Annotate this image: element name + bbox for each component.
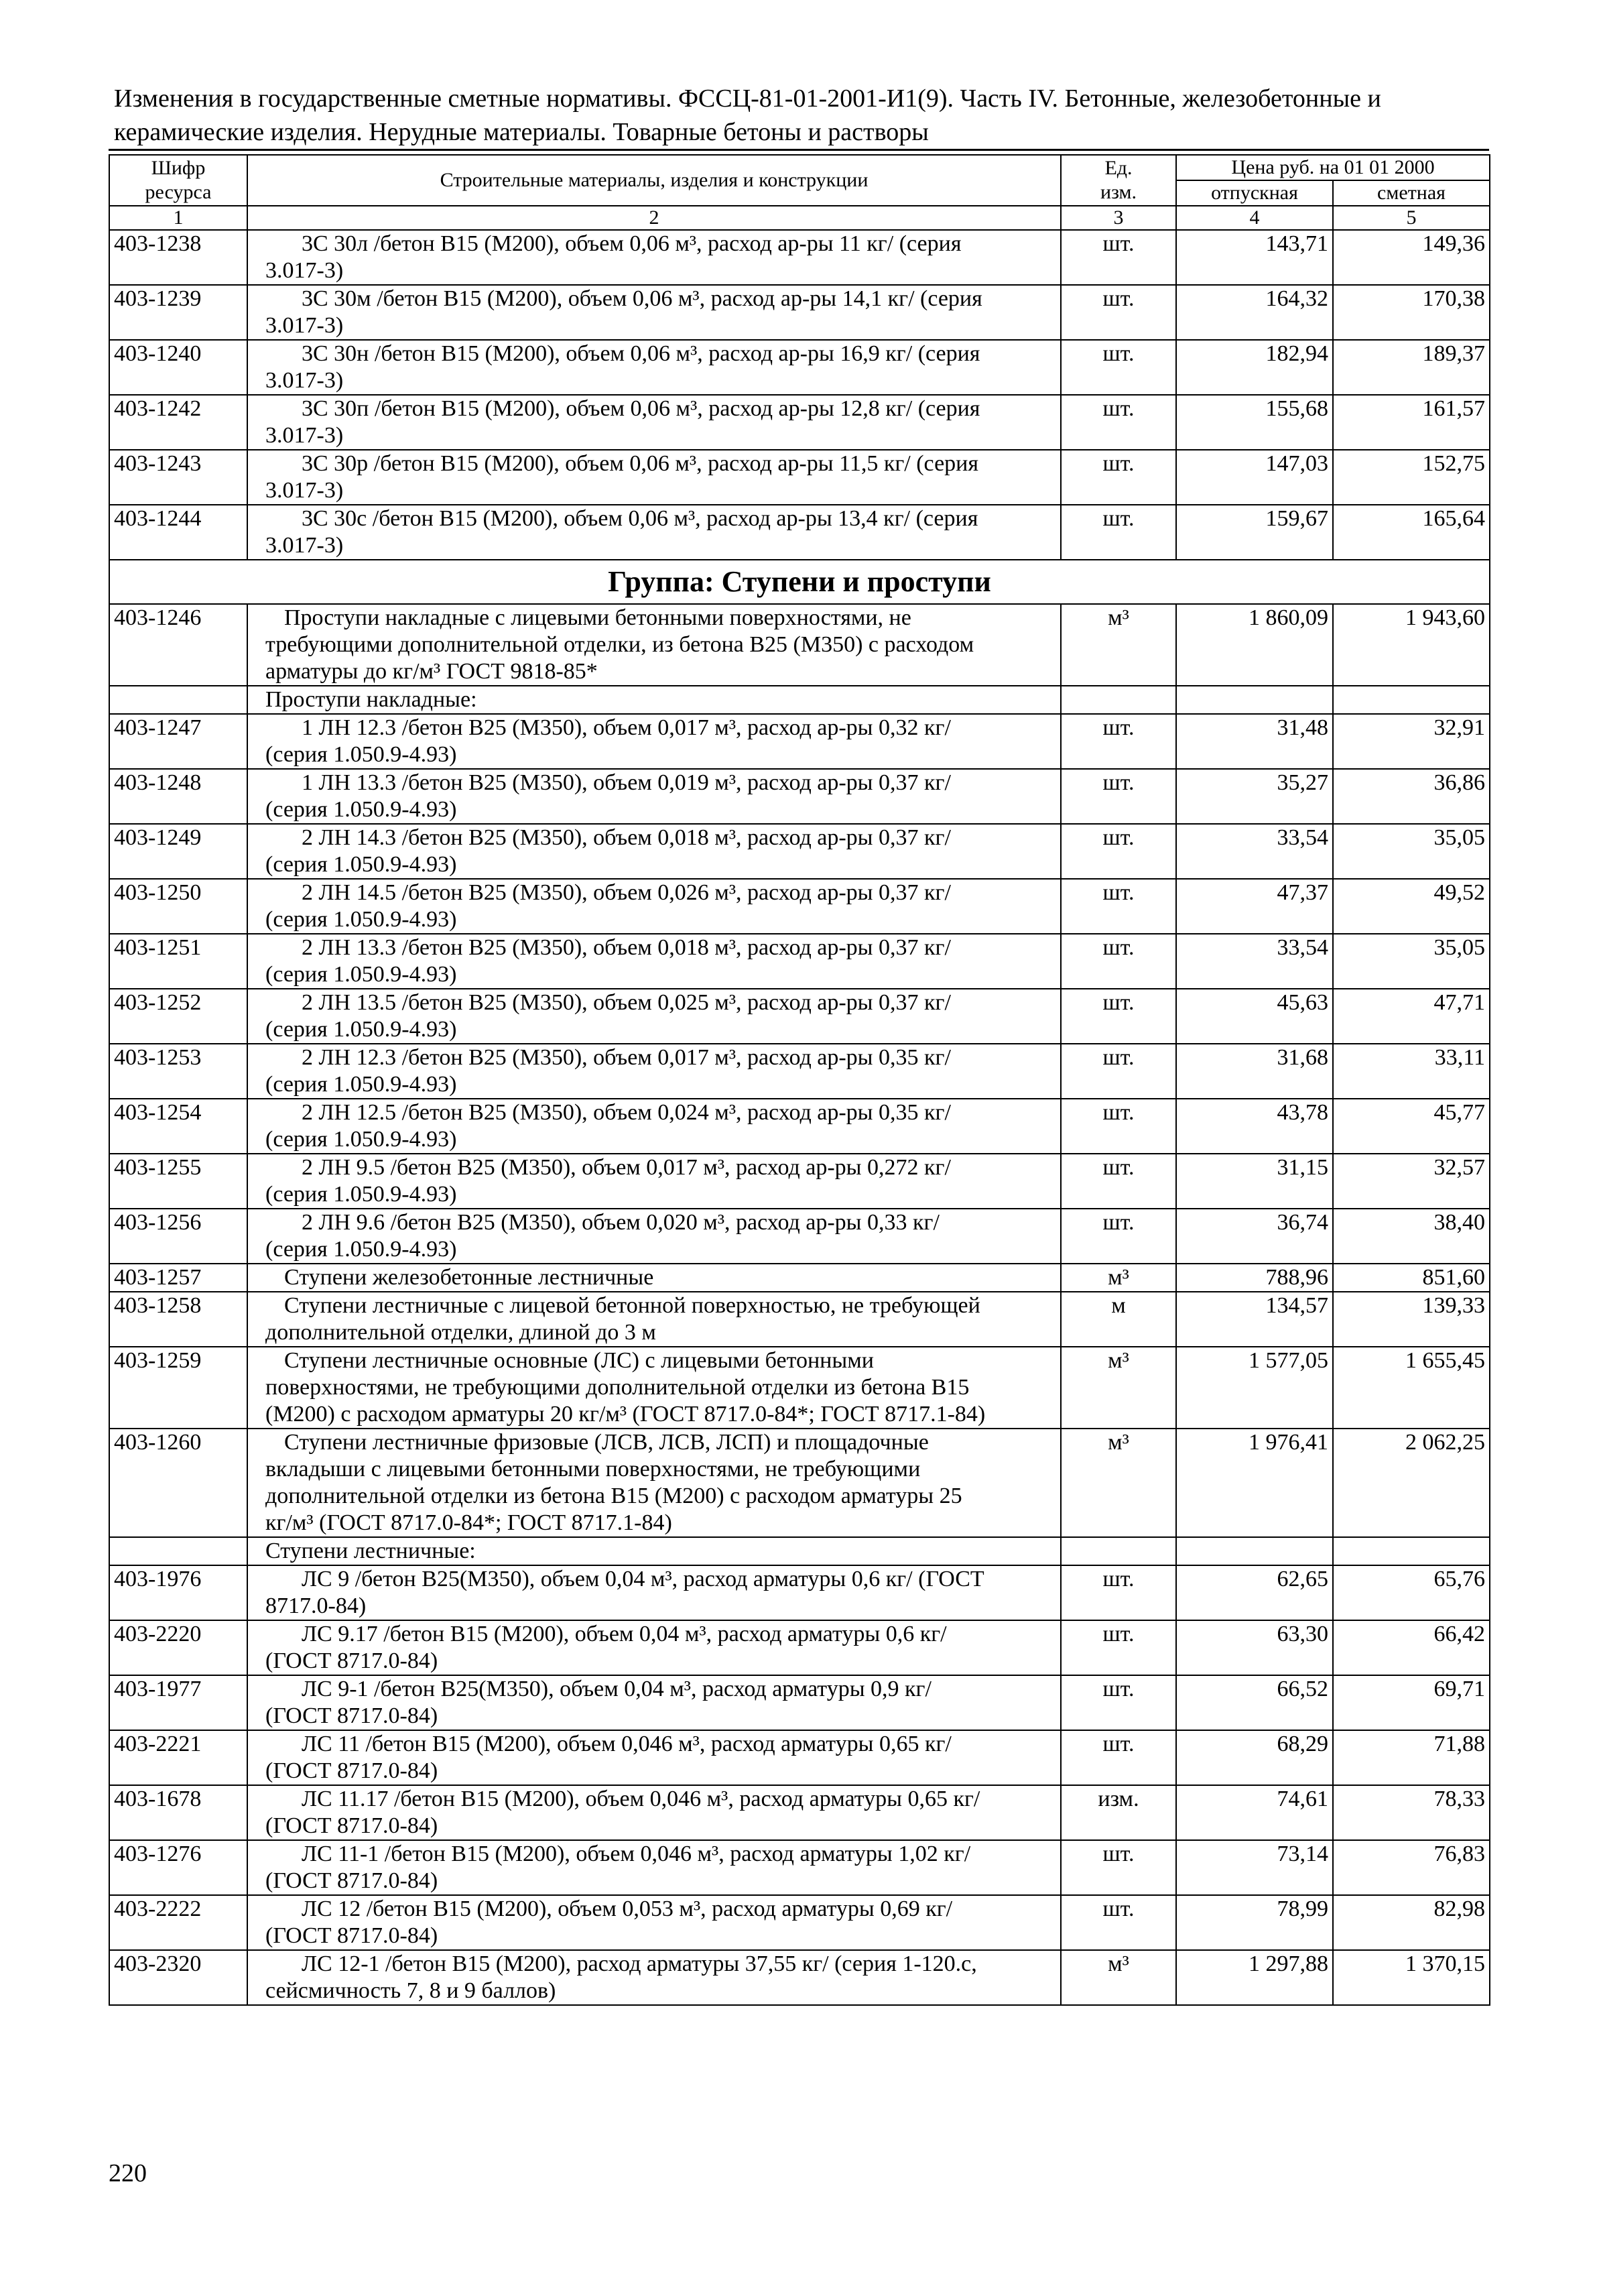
unit: шт. (1061, 1209, 1176, 1264)
unit: м³ (1061, 1429, 1176, 1537)
description-line: 8717.0-84) (265, 1593, 367, 1618)
estimate-price: 32,91 (1333, 714, 1490, 769)
release-price: 31,48 (1176, 714, 1333, 769)
release-price: 33,54 (1176, 934, 1333, 989)
table-row (109, 1840, 1490, 1895)
description-line: (ГОСТ 8717.0-84) (265, 1813, 438, 1838)
unit: м³ (1061, 1347, 1176, 1429)
table-row (109, 395, 1490, 450)
unit: шт. (1061, 1675, 1176, 1730)
resource-description (247, 1565, 1061, 1620)
subheading-code-cell (109, 686, 247, 714)
unit: шт. (1061, 450, 1176, 505)
estimate-price: 76,83 (1333, 1840, 1490, 1895)
unit: шт. (1061, 505, 1176, 560)
resource-code: 403-1259 (109, 1347, 247, 1429)
table-row (109, 1565, 1490, 1620)
column-header-description: Строительные материалы, изделия и конструкции (247, 155, 1061, 206)
estimate-price: 33,11 (1333, 1044, 1490, 1099)
resource-code: 403-1249 (109, 824, 247, 879)
release-price: 36,74 (1176, 1209, 1333, 1264)
resource-description (247, 1840, 1061, 1895)
description-line: 3.017-3) (265, 258, 344, 283)
description-line: кг/м³ (ГОСТ 8717.0-84*; ГОСТ 8717.1-84) (265, 1510, 672, 1535)
release-price: 35,27 (1176, 769, 1333, 824)
table-row (109, 1675, 1490, 1730)
unit: изм. (1061, 1785, 1176, 1840)
resource-code: 403-1253 (109, 1044, 247, 1099)
release-price: 134,57 (1176, 1292, 1333, 1347)
unit: м (1061, 1292, 1176, 1347)
resource-code: 403-1246 (109, 604, 247, 686)
estimate-price: 851,60 (1333, 1264, 1490, 1292)
estimate-price: 49,52 (1333, 879, 1490, 934)
subheading-row (109, 1537, 1490, 1565)
description-line: 3С 30п /бетон В15 (М200), объем 0,06 м³, расход ар-ры 12,8 кг/ (серия (302, 396, 980, 421)
description-line: требующими дополнительной отделки, из бетона В25 (М350) с расходом (265, 632, 974, 657)
release-price: 164,32 (1176, 285, 1333, 340)
release-price: 788,96 (1176, 1264, 1333, 1292)
subheading-price-cell (1176, 1537, 1333, 1565)
release-price: 1 297,88 (1176, 1950, 1333, 2005)
resource-code: 403-1242 (109, 395, 247, 450)
resource-description (247, 1099, 1061, 1154)
description-line: (серия 1.050.9-4.93) (265, 1127, 457, 1152)
unit: шт. (1061, 230, 1176, 285)
resource-description (247, 1785, 1061, 1840)
resource-code: 403-1256 (109, 1209, 247, 1264)
estimate-price: 170,38 (1333, 285, 1490, 340)
subheading-price-cell (1333, 1537, 1490, 1565)
description-line: 3С 30р /бетон В15 (М200), объем 0,06 м³, расход ар-ры 11,5 кг/ (серия (302, 451, 978, 476)
estimate-price: 36,86 (1333, 769, 1490, 824)
unit: шт. (1061, 824, 1176, 879)
estimate-price: 1 655,45 (1333, 1347, 1490, 1429)
description-line: (серия 1.050.9-4.93) (265, 1182, 457, 1207)
column-number: 5 (1333, 206, 1490, 230)
description-line: ЛС 9.17 /бетон В15 (М200), объем 0,04 м³, расход арматуры 0,6 кг/ (302, 1622, 947, 1646)
description-line: Ступени лестничные с лицевой бетонной поверхностью, не требующей (284, 1293, 980, 1318)
release-price: 1 577,05 (1176, 1347, 1333, 1429)
resource-code: 403-1248 (109, 769, 247, 824)
resource-description (247, 1209, 1061, 1264)
description-line: (серия 1.050.9-4.93) (265, 852, 457, 877)
release-price: 147,03 (1176, 450, 1333, 505)
estimate-price: 78,33 (1333, 1785, 1490, 1840)
resource-code: 403-1240 (109, 340, 247, 395)
estimate-price: 35,05 (1333, 824, 1490, 879)
description-line: Ступени лестничные фризовые (ЛСВ, ЛСВ, ЛСП) и площадочные (284, 1430, 929, 1455)
unit: шт. (1061, 934, 1176, 989)
column-header-unit (1061, 155, 1176, 206)
resource-code: 403-1255 (109, 1154, 247, 1209)
subheading: Ступени лестничные: (247, 1537, 1061, 1565)
release-price: 74,61 (1176, 1785, 1333, 1840)
resource-code: 403-1239 (109, 285, 247, 340)
release-price: 78,99 (1176, 1895, 1333, 1950)
table-row (109, 1785, 1490, 1840)
table-row (109, 1264, 1490, 1292)
release-price: 43,78 (1176, 1099, 1333, 1154)
description-line: 2 ЛН 13.3 /бетон В25 (М350), объем 0,018 м³, расход ар-ры 0,37 кг/ (302, 935, 951, 960)
release-price: 143,71 (1176, 230, 1333, 285)
estimate-price: 69,71 (1333, 1675, 1490, 1730)
resource-description (247, 1154, 1061, 1209)
release-price: 66,52 (1176, 1675, 1333, 1730)
table-row (109, 340, 1490, 395)
resource-code: 403-1977 (109, 1675, 247, 1730)
unit: шт. (1061, 340, 1176, 395)
column-header-code-line1: Шифр (151, 157, 206, 179)
description-line: (ГОСТ 8717.0-84) (265, 1703, 438, 1728)
resource-code: 403-1243 (109, 450, 247, 505)
table-row (109, 1620, 1490, 1675)
resource-description (247, 1730, 1061, 1785)
estimate-price: 152,75 (1333, 450, 1490, 505)
description-line: 3.017-3) (265, 368, 344, 393)
table-row (109, 934, 1490, 989)
column-number: 2 (247, 206, 1061, 230)
page-header (114, 82, 1494, 149)
resource-code: 403-1250 (109, 879, 247, 934)
unit: м³ (1061, 1950, 1176, 2005)
table-row (109, 1347, 1490, 1429)
resource-description (247, 505, 1061, 560)
table-row (109, 769, 1490, 824)
description-line: 1 ЛН 13.3 /бетон В25 (М350), объем 0,019 м³, расход ар-ры 0,37 кг/ (302, 770, 951, 795)
unit: шт. (1061, 285, 1176, 340)
resource-code: 403-1257 (109, 1264, 247, 1292)
table-row (109, 879, 1490, 934)
description-line: (серия 1.050.9-4.93) (265, 742, 457, 767)
resource-description (247, 934, 1061, 989)
estimate-price: 71,88 (1333, 1730, 1490, 1785)
resource-code: 403-1276 (109, 1840, 247, 1895)
description-line: сейсмичность 7, 8 и 9 баллов) (265, 1978, 556, 2003)
description-line: 3С 30м /бетон В15 (М200), объем 0,06 м³, расход ар-ры 14,1 кг/ (серия (302, 286, 982, 311)
description-line: 3С 30л /бетон В15 (М200), объем 0,06 м³, расход ар-ры 11 кг/ (серия (302, 231, 962, 256)
description-line: поверхностями, не требующими дополнительной отделки из бетона В15 (265, 1375, 970, 1400)
header-line-1: Изменения в государственные сметные нормативы. ФССЦ-81-01-2001-И1(9). Часть IV. Бетонные, железобетонные и (114, 84, 1381, 113)
resource-code: 403-1244 (109, 505, 247, 560)
estimate-price: 65,76 (1333, 1565, 1490, 1620)
unit: м³ (1061, 604, 1176, 686)
group-header-row (109, 560, 1490, 604)
table-row (109, 450, 1490, 505)
description-line: ЛС 11 /бетон В15 (М200), объем 0,046 м³, расход арматуры 0,65 кг/ (302, 1732, 952, 1756)
subheading-unit-cell (1061, 686, 1176, 714)
resource-description (247, 1292, 1061, 1347)
resource-code: 403-1252 (109, 989, 247, 1044)
column-header-release-price: отпускная (1176, 180, 1333, 206)
estimate-price: 139,33 (1333, 1292, 1490, 1347)
table-row (109, 1895, 1490, 1950)
resource-description (247, 1044, 1061, 1099)
resource-description (247, 879, 1061, 934)
unit: шт. (1061, 769, 1176, 824)
resource-code: 403-1678 (109, 1785, 247, 1840)
resource-description (247, 1620, 1061, 1675)
unit: м³ (1061, 1264, 1176, 1292)
unit: шт. (1061, 989, 1176, 1044)
table-row (109, 505, 1490, 560)
resource-code: 403-1976 (109, 1565, 247, 1620)
resource-description (247, 285, 1061, 340)
table-row (109, 604, 1490, 686)
resource-description (247, 989, 1061, 1044)
resource-code: 403-2320 (109, 1950, 247, 2005)
resource-code: 403-1238 (109, 230, 247, 285)
description-line: (М200) с расходом арматуры 20 кг/м³ (ГОСТ 8717.0-84*; ГОСТ 8717.1-84) (265, 1402, 986, 1427)
subheading-unit-cell (1061, 1537, 1176, 1565)
subheading-row (109, 686, 1490, 714)
description-line: 2 ЛН 9.6 /бетон В25 (М350), объем 0,020 м³, расход ар-ры 0,33 кг/ (302, 1210, 940, 1235)
estimate-price: 32,57 (1333, 1154, 1490, 1209)
description-line: ЛС 11-1 /бетон В15 (М200), объем 0,046 м³, расход арматуры 1,02 кг/ (302, 1841, 971, 1866)
estimate-price: 161,57 (1333, 395, 1490, 450)
description-line: ЛС 12 /бетон В15 (М200), объем 0,053 м³, расход арматуры 0,69 кг/ (302, 1896, 953, 1921)
estimate-price: 66,42 (1333, 1620, 1490, 1675)
description-line: 2 ЛН 12.3 /бетон В25 (М350), объем 0,017 м³, расход ар-ры 0,35 кг/ (302, 1045, 951, 1070)
resource-code: 403-2221 (109, 1730, 247, 1785)
column-number: 1 (109, 206, 247, 230)
description-line: (ГОСТ 8717.0-84) (265, 1923, 438, 1948)
release-price: 47,37 (1176, 879, 1333, 934)
table-row (109, 824, 1490, 879)
column-header-price: Цена руб. на 01 01 2000 (1176, 155, 1490, 180)
resource-code: 403-1247 (109, 714, 247, 769)
header-rule (109, 149, 1489, 151)
release-price: 159,67 (1176, 505, 1333, 560)
unit: шт. (1061, 395, 1176, 450)
release-price: 1 860,09 (1176, 604, 1333, 686)
resource-description (247, 769, 1061, 824)
estimate-price: 45,77 (1333, 1099, 1490, 1154)
estimate-price: 82,98 (1333, 1895, 1490, 1950)
resource-description (247, 1347, 1061, 1429)
release-price: 62,65 (1176, 1565, 1333, 1620)
estimate-price: 165,64 (1333, 505, 1490, 560)
resource-description (247, 1675, 1061, 1730)
description-line: (серия 1.050.9-4.93) (265, 962, 457, 987)
estimate-price: 1 943,60 (1333, 604, 1490, 686)
release-price: 31,15 (1176, 1154, 1333, 1209)
estimate-price: 2 062,25 (1333, 1429, 1490, 1537)
description-line: (серия 1.050.9-4.93) (265, 797, 457, 822)
unit: шт. (1061, 714, 1176, 769)
unit: шт. (1061, 1730, 1176, 1785)
description-line: ЛС 12-1 /бетон В15 (М200), расход арматуры 37,55 кг/ (серия 1-120.с, (302, 1951, 977, 1976)
estimate-price: 189,37 (1333, 340, 1490, 395)
table-row (109, 1292, 1490, 1347)
resource-code: 403-2222 (109, 1895, 247, 1950)
column-header-unit-line2: изм. (1100, 181, 1137, 203)
unit: шт. (1061, 879, 1176, 934)
resource-description (247, 1895, 1061, 1950)
page-number: 220 (109, 2159, 147, 2187)
description-line: (ГОСТ 8717.0-84) (265, 1648, 438, 1673)
description-line: ЛС 9-1 /бетон В25(М350), объем 0,04 м³, расход арматуры 0,9 кг/ (302, 1677, 932, 1701)
unit: шт. (1061, 1620, 1176, 1675)
column-header-estimate-price: сметная (1333, 180, 1490, 206)
description-line: 1 ЛН 12.3 /бетон В25 (М350), объем 0,017 м³, расход ар-ры 0,32 кг/ (302, 715, 951, 740)
description-line: Проступи накладные с лицевыми бетонными поверхностями, не (284, 605, 911, 630)
table-row (109, 285, 1490, 340)
estimate-price: 149,36 (1333, 230, 1490, 285)
table-row (109, 1429, 1490, 1537)
description-line: (серия 1.050.9-4.93) (265, 1237, 457, 1262)
subheading: Проступи накладные: (247, 686, 1061, 714)
resource-description (247, 340, 1061, 395)
resource-description (247, 1429, 1061, 1537)
resource-price-table (109, 154, 1490, 2006)
description-line: вкладыши с лицевыми бетонными поверхностями, не требующими (265, 1457, 921, 1482)
resource-description (247, 604, 1061, 686)
column-number-row (109, 206, 1490, 230)
description-line: (ГОСТ 8717.0-84) (265, 1868, 438, 1893)
unit: шт. (1061, 1154, 1176, 1209)
table-row (109, 1730, 1490, 1785)
resource-description (247, 714, 1061, 769)
description-line: 3.017-3) (265, 423, 344, 448)
unit: шт. (1061, 1565, 1176, 1620)
column-header-code-line2: ресурса (145, 181, 212, 203)
release-price: 182,94 (1176, 340, 1333, 395)
release-price: 31,68 (1176, 1044, 1333, 1099)
resource-description (247, 450, 1061, 505)
release-price: 68,29 (1176, 1730, 1333, 1785)
table-row (109, 1209, 1490, 1264)
description-line: (ГОСТ 8717.0-84) (265, 1758, 438, 1783)
description-line: 2 ЛН 13.5 /бетон В25 (М350), объем 0,025 м³, расход ар-ры 0,37 кг/ (302, 990, 951, 1015)
description-line: Ступени лестничные основные (ЛС) с лицевыми бетонными (284, 1348, 874, 1373)
column-header-unit-line1: Ед. (1104, 157, 1133, 179)
resource-description (247, 230, 1061, 285)
release-price: 73,14 (1176, 1840, 1333, 1895)
description-line: 2 ЛН 9.5 /бетон В25 (М350), объем 0,017 м³, расход ар-ры 0,272 кг/ (302, 1155, 951, 1180)
resource-code: 403-1251 (109, 934, 247, 989)
column-number: 3 (1061, 206, 1176, 230)
description-line: арматуры до кг/м³ ГОСТ 9818-85* (265, 659, 598, 684)
table-row (109, 989, 1490, 1044)
description-line: ЛС 11.17 /бетон В15 (М200), объем 0,046 м³, расход арматуры 0,65 кг/ (302, 1787, 980, 1811)
description-line: Ступени железобетонные лестничные (284, 1265, 654, 1290)
description-line: ЛС 9 /бетон В25(М350), объем 0,04 м³, расход арматуры 0,6 кг/ (ГОСТ (302, 1567, 984, 1591)
description-line: 3.017-3) (265, 313, 344, 338)
resource-description (247, 824, 1061, 879)
resource-code: 403-1260 (109, 1429, 247, 1537)
column-header-code (109, 155, 247, 206)
unit: шт. (1061, 1895, 1176, 1950)
description-line: (серия 1.050.9-4.93) (265, 907, 457, 932)
description-line: 2 ЛН 12.5 /бетон В25 (М350), объем 0,024 м³, расход ар-ры 0,35 кг/ (302, 1100, 951, 1125)
table-row (109, 1950, 1490, 2005)
release-price: 155,68 (1176, 395, 1333, 450)
description-line: (серия 1.050.9-4.93) (265, 1072, 457, 1097)
table-row (109, 1099, 1490, 1154)
release-price: 33,54 (1176, 824, 1333, 879)
estimate-price: 1 370,15 (1333, 1950, 1490, 2005)
group-title: Группа: Ступени и проступи (109, 560, 1490, 604)
unit: шт. (1061, 1840, 1176, 1895)
table-row (109, 1044, 1490, 1099)
description-line: 3.017-3) (265, 533, 344, 558)
resource-description (247, 395, 1061, 450)
description-line: 2 ЛН 14.3 /бетон В25 (М350), объем 0,018 м³, расход ар-ры 0,37 кг/ (302, 825, 951, 850)
resource-code: 403-1254 (109, 1099, 247, 1154)
resource-code: 403-1258 (109, 1292, 247, 1347)
unit: шт. (1061, 1044, 1176, 1099)
release-price: 1 976,41 (1176, 1429, 1333, 1537)
description-line: дополнительной отделки, длиной до 3 м (265, 1320, 656, 1345)
estimate-price: 47,71 (1333, 989, 1490, 1044)
table-row (109, 1154, 1490, 1209)
release-price: 63,30 (1176, 1620, 1333, 1675)
description-line: 3.017-3) (265, 478, 344, 503)
description-line: 2 ЛН 14.5 /бетон В25 (М350), объем 0,026 м³, расход ар-ры 0,37 кг/ (302, 880, 951, 905)
table-row (109, 714, 1490, 769)
subheading-price-cell (1333, 686, 1490, 714)
description-line: 3С 30н /бетон В15 (М200), объем 0,06 м³, расход ар-ры 16,9 кг/ (серия (302, 341, 980, 366)
resource-description (247, 1264, 1061, 1292)
table-row (109, 230, 1490, 285)
resource-description (247, 1950, 1061, 2005)
description-line: 3С 30с /бетон В15 (М200), объем 0,06 м³, расход ар-ры 13,4 кг/ (серия (302, 506, 978, 531)
description-line: (серия 1.050.9-4.93) (265, 1017, 457, 1042)
column-number: 4 (1176, 206, 1333, 230)
release-price: 45,63 (1176, 989, 1333, 1044)
subheading-price-cell (1176, 686, 1333, 714)
unit: шт. (1061, 1099, 1176, 1154)
resource-code: 403-2220 (109, 1620, 247, 1675)
estimate-price: 38,40 (1333, 1209, 1490, 1264)
subheading-code-cell (109, 1537, 247, 1565)
estimate-price: 35,05 (1333, 934, 1490, 989)
header-line-2: керамические изделия. Нерудные материалы. Товарные бетоны и растворы (114, 118, 929, 146)
description-line: дополнительной отделки из бетона В15 (М200) с расходом арматуры 25 (265, 1484, 962, 1508)
